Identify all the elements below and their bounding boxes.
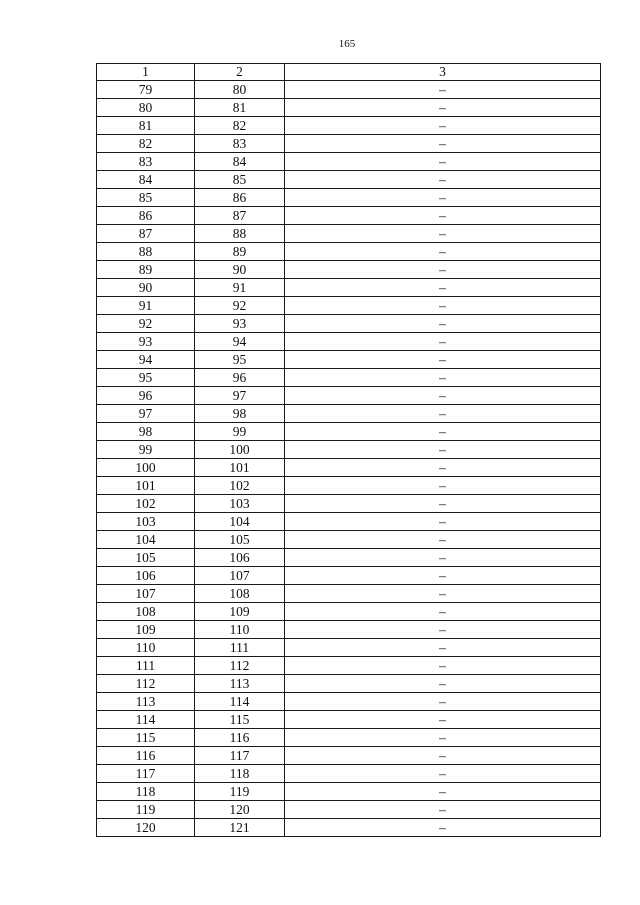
table-row: [97, 477, 601, 495]
table-cell: 101: [195, 459, 285, 477]
table-row: [97, 675, 601, 693]
table-row: [97, 621, 601, 639]
table-cell: –: [285, 819, 601, 837]
table-cell: 110: [97, 639, 195, 657]
table-cell: 104: [195, 513, 285, 531]
table-cell: 96: [97, 387, 195, 405]
table-cell: 116: [195, 729, 285, 747]
table-row: [97, 99, 601, 117]
table-cell: –: [285, 225, 601, 243]
table-row: [97, 567, 601, 585]
table-cell: 109: [97, 621, 195, 639]
table-cell: 115: [97, 729, 195, 747]
table-cell: 118: [195, 765, 285, 783]
table-row: [97, 279, 601, 297]
data-table: [96, 63, 601, 837]
table-cell: 119: [97, 801, 195, 819]
table-row: [97, 639, 601, 657]
table-body: [97, 64, 601, 837]
table-cell: 87: [97, 225, 195, 243]
table-row: [97, 513, 601, 531]
table-cell: 93: [195, 315, 285, 333]
table-cell: 117: [97, 765, 195, 783]
table-cell: –: [285, 783, 601, 801]
table-cell: 94: [195, 333, 285, 351]
table-cell: –: [285, 585, 601, 603]
table-cell: 94: [97, 351, 195, 369]
table-cell: –: [285, 441, 601, 459]
table-cell: –: [285, 369, 601, 387]
table-cell: –: [285, 135, 601, 153]
table-cell: 91: [195, 279, 285, 297]
table-cell: 120: [195, 801, 285, 819]
table-row: [97, 315, 601, 333]
table-row: [97, 747, 601, 765]
table-row: [97, 783, 601, 801]
table-row: [97, 657, 601, 675]
table-cell: 88: [195, 225, 285, 243]
table-cell: –: [285, 279, 601, 297]
table-cell: 84: [195, 153, 285, 171]
table-cell: 117: [195, 747, 285, 765]
table-cell: 118: [97, 783, 195, 801]
table-cell: –: [285, 153, 601, 171]
table-cell: 91: [97, 297, 195, 315]
table-cell: 100: [97, 459, 195, 477]
table-cell: 113: [195, 675, 285, 693]
table-cell: 98: [97, 423, 195, 441]
table-row: [97, 369, 601, 387]
table-row: [97, 729, 601, 747]
table-cell: –: [285, 351, 601, 369]
table-cell: 84: [97, 171, 195, 189]
table-row: [97, 171, 601, 189]
table-cell: 120: [97, 819, 195, 837]
table-row: [97, 765, 601, 783]
table-cell: 89: [195, 243, 285, 261]
table-cell: –: [285, 621, 601, 639]
table-cell: 114: [97, 711, 195, 729]
table-cell: –: [285, 729, 601, 747]
table-cell: –: [285, 603, 601, 621]
table-cell: 116: [97, 747, 195, 765]
table-cell: 115: [195, 711, 285, 729]
table-cell: –: [285, 657, 601, 675]
table-cell: 112: [195, 657, 285, 675]
table-cell: 108: [97, 603, 195, 621]
table-cell: 103: [97, 513, 195, 531]
table-cell: –: [285, 711, 601, 729]
table-cell: –: [285, 261, 601, 279]
table-cell: 107: [97, 585, 195, 603]
table-cell: 93: [97, 333, 195, 351]
table-cell: –: [285, 423, 601, 441]
column-header: 2: [195, 64, 285, 81]
table-cell: 105: [195, 531, 285, 549]
table-cell: 105: [97, 549, 195, 567]
table-cell: 79: [97, 81, 195, 99]
table-cell: 96: [195, 369, 285, 387]
table-cell: 107: [195, 567, 285, 585]
table-cell: 108: [195, 585, 285, 603]
table-cell: –: [285, 459, 601, 477]
table-row: [97, 585, 601, 603]
table-cell: 85: [195, 171, 285, 189]
table-cell: –: [285, 315, 601, 333]
table-cell: 104: [97, 531, 195, 549]
table-row: [97, 135, 601, 153]
table-cell: 85: [97, 189, 195, 207]
table-row: [97, 459, 601, 477]
table-cell: 86: [195, 189, 285, 207]
table-cell: –: [285, 495, 601, 513]
table-row: [97, 225, 601, 243]
table-header-row: [97, 64, 601, 81]
table-row: [97, 495, 601, 513]
table-row: [97, 351, 601, 369]
table-row: [97, 153, 601, 171]
table-cell: –: [285, 513, 601, 531]
table-cell: –: [285, 333, 601, 351]
table-cell: –: [285, 171, 601, 189]
table-cell: 112: [97, 675, 195, 693]
table-cell: 80: [195, 81, 285, 99]
table-cell: 121: [195, 819, 285, 837]
table-cell: 86: [97, 207, 195, 225]
table-row: [97, 81, 601, 99]
table-cell: 103: [195, 495, 285, 513]
table-cell: 82: [97, 135, 195, 153]
table-cell: 82: [195, 117, 285, 135]
table-cell: 106: [195, 549, 285, 567]
table-row: [97, 549, 601, 567]
table-cell: –: [285, 405, 601, 423]
table-row: [97, 207, 601, 225]
table-cell: 106: [97, 567, 195, 585]
page-number: 165: [338, 38, 356, 50]
table-cell: –: [285, 531, 601, 549]
table-cell: –: [285, 747, 601, 765]
table-cell: 119: [195, 783, 285, 801]
table-cell: 97: [195, 387, 285, 405]
table-cell: 113: [97, 693, 195, 711]
table-row: [97, 405, 601, 423]
table-cell: 87: [195, 207, 285, 225]
table-cell: 111: [97, 657, 195, 675]
table-cell: 95: [195, 351, 285, 369]
table-cell: 114: [195, 693, 285, 711]
table-cell: 88: [97, 243, 195, 261]
table-cell: –: [285, 117, 601, 135]
table-cell: –: [285, 693, 601, 711]
table-cell: 97: [97, 405, 195, 423]
table-cell: 90: [97, 279, 195, 297]
table-cell: –: [285, 243, 601, 261]
table-cell: 83: [195, 135, 285, 153]
table-row: [97, 819, 601, 837]
table-cell: –: [285, 639, 601, 657]
table-cell: –: [285, 549, 601, 567]
column-header: 3: [285, 64, 601, 81]
table-row: [97, 693, 601, 711]
table-row: [97, 297, 601, 315]
table-cell: –: [285, 99, 601, 117]
table-row: [97, 423, 601, 441]
table-cell: 83: [97, 153, 195, 171]
table-row: [97, 261, 601, 279]
table-cell: 100: [195, 441, 285, 459]
table-row: [97, 333, 601, 351]
table-cell: –: [285, 765, 601, 783]
table-row: [97, 387, 601, 405]
table-cell: 102: [97, 495, 195, 513]
table-cell: 99: [195, 423, 285, 441]
table-cell: –: [285, 801, 601, 819]
table-cell: –: [285, 675, 601, 693]
table-cell: 92: [195, 297, 285, 315]
table-row: [97, 117, 601, 135]
table-cell: –: [285, 81, 601, 99]
column-header: 1: [97, 64, 195, 81]
table-cell: 102: [195, 477, 285, 495]
table-cell: 101: [97, 477, 195, 495]
table-cell: –: [285, 477, 601, 495]
table-row: [97, 189, 601, 207]
table-cell: 90: [195, 261, 285, 279]
table-cell: 89: [97, 261, 195, 279]
table-row: [97, 603, 601, 621]
table-cell: 81: [97, 117, 195, 135]
table-cell: –: [285, 297, 601, 315]
table-row: [97, 531, 601, 549]
table-row: [97, 441, 601, 459]
table-cell: 98: [195, 405, 285, 423]
table-cell: –: [285, 207, 601, 225]
table-cell: 80: [97, 99, 195, 117]
table-cell: 99: [97, 441, 195, 459]
table-cell: 111: [195, 639, 285, 657]
table-cell: 109: [195, 603, 285, 621]
table-cell: 95: [97, 369, 195, 387]
table-cell: 92: [97, 315, 195, 333]
table-cell: 110: [195, 621, 285, 639]
table-row: [97, 711, 601, 729]
table-cell: –: [285, 189, 601, 207]
table-cell: –: [285, 567, 601, 585]
table-cell: –: [285, 387, 601, 405]
table-row: [97, 801, 601, 819]
table-row: [97, 243, 601, 261]
table-cell: 81: [195, 99, 285, 117]
